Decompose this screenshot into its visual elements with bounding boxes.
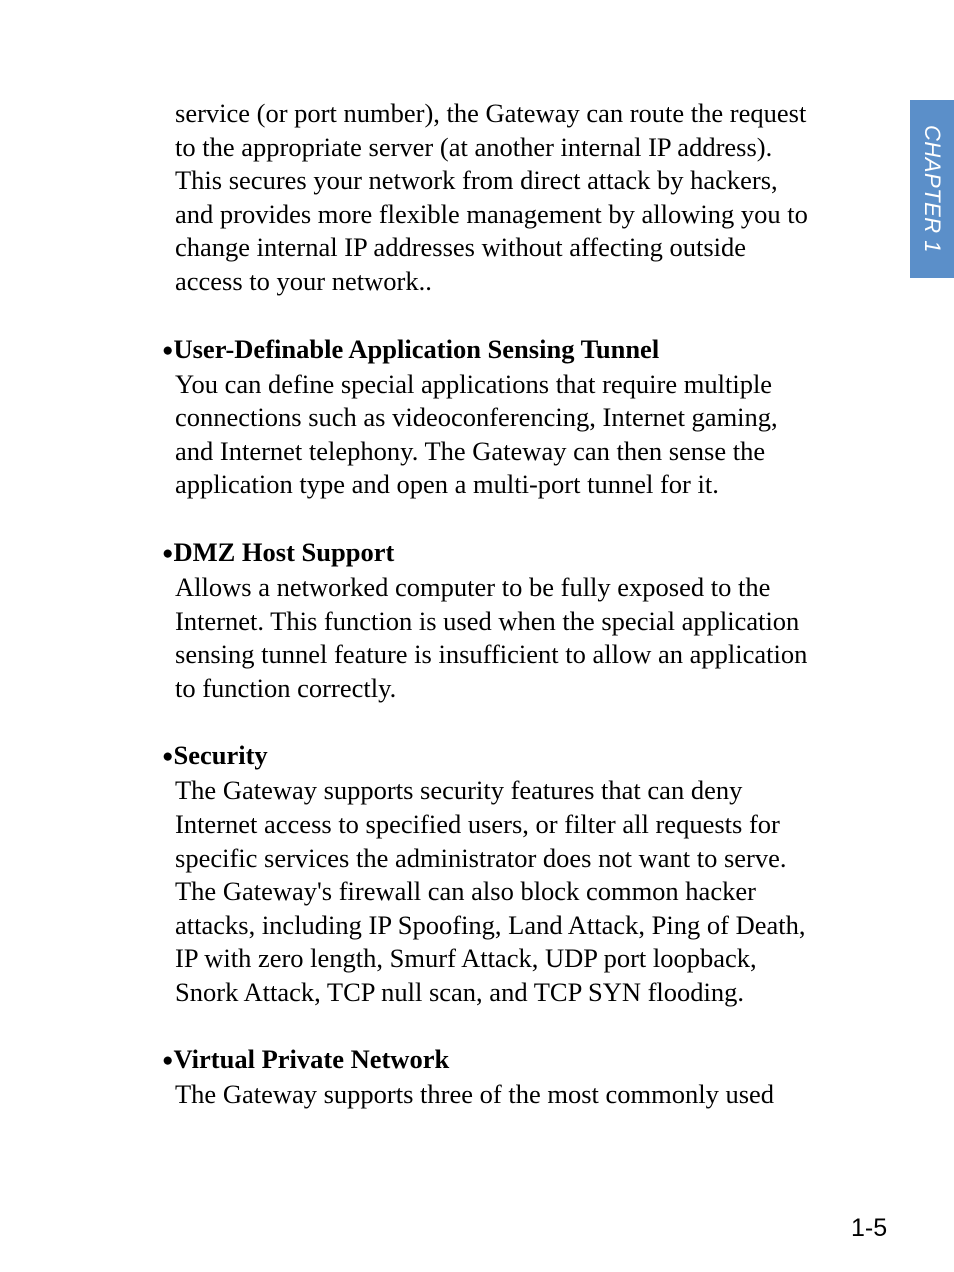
bullet-icon: ● [162,542,174,564]
section-heading [162,535,862,571]
section-user-definable-tunnel [162,332,862,502]
section-heading [162,332,862,368]
bullet-icon: ● [162,1050,174,1072]
section-body: The Gateway supports three of the most commonly used [175,1079,775,1110]
chapter-tab [910,100,954,278]
section-virtual-private-network [162,1042,862,1112]
intro-paragraph: service (or port number), the Gateway can route the request to the appropriate server (at another internal IP address). This secures your network from direct attack by hackers, and provides more flexible management by allowing you to change internal IP addresses without affecting outside access to your network.. [175,98,808,296]
section-body: You can define special applications that require multiple connections such as videoconferencing, Internet gaming, and Internet telephony. The Gateway can then sense the application type and open a multi-port tunnel for it. [175,368,778,500]
section-title: Security [173,740,268,771]
section-heading [162,1042,862,1078]
section-dmz-host-support [162,535,862,705]
bullet-icon: ● [162,746,174,768]
page-number: 1-5 [851,1214,888,1242]
section-title: Virtual Private Network [173,1044,450,1075]
section-body: Allows a networked computer to be fully exposed to the Internet. This function is used when the special application sensing tunnel feature is insufficient to allow an application to function correctly. [175,571,808,703]
section-title: DMZ Host Support [173,536,395,567]
section-heading [162,738,862,774]
section-title: User-Definable Application Sensing Tunnel [173,333,660,364]
bullet-icon: ● [162,339,174,361]
chapter-tab-label: CHAPTER 1 [920,125,945,253]
section-body: The Gateway supports security features that can deny Internet access to specified users, or filter all requests for specific services the administrator does not want to serve. The Gateway's firewall can also block common hacker attacks, including IP Spoofing, Land Attack, Ping of Death, IP with zero length, Smurf Attack, UDP port loopback, Snork Attack, TCP null scan, and TCP SYN flooding. [175,775,806,1007]
page-content [162,97,862,1112]
section-security [162,738,862,1009]
